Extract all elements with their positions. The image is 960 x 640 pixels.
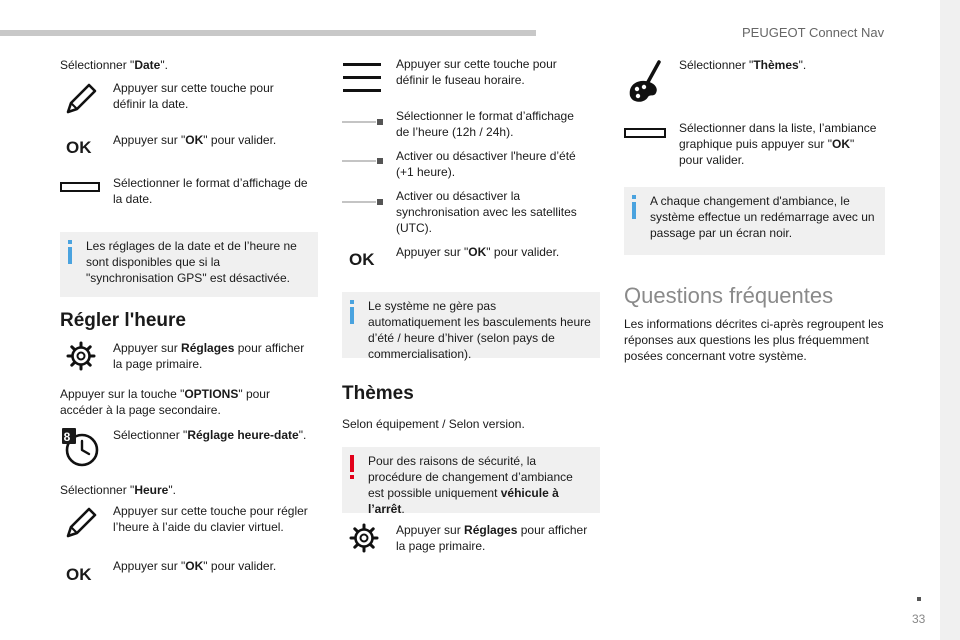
bold-text: Réglages (464, 523, 518, 537)
toggle-line-icon (342, 157, 384, 165)
text: Appuyer sur la touche " (60, 387, 185, 401)
step-select-date (60, 57, 310, 73)
bold-text: OK (185, 559, 204, 573)
step-set-time: Appuyer sur cette touche pour régler l’heure à l’aide du clavier virtuel. (113, 504, 308, 534)
text: ". (168, 483, 176, 497)
footer-bullet (917, 597, 921, 601)
text: Appuyer sur " (113, 559, 186, 573)
faq-intro: Les informations décrites ci-après regroupent les réponses aux questions les plus fréquemment posées concernant votre système. (624, 317, 884, 363)
text: Sélectionner " (60, 58, 135, 72)
toggle-line-icon (342, 118, 384, 126)
bold-text: Heure (134, 483, 169, 497)
step-press-settings (396, 522, 596, 554)
equipment-note: Selon équipement / Selon version. (342, 417, 525, 431)
section-heading-themes: Thèmes (342, 383, 414, 404)
step-time-format: Sélectionner le format d’affichage de l’heure (12h / 24h). (396, 109, 574, 139)
gear-icon (66, 341, 96, 371)
text: pour afficher la page primaire. (113, 341, 305, 371)
step-set-date: Appuyer sur cette touche pour définir la date. (113, 81, 274, 111)
bold-text: OPTIONS (184, 387, 239, 401)
menu-icon (343, 62, 381, 94)
note-text: A chaque changement d'ambiance, le système effectue un redémarrage avec un passage par un écran noir. (650, 194, 875, 240)
text: Sélectionner dans la liste, l’ambiance graphique puis appuyer sur " (679, 121, 877, 151)
document-header-title: PEUGEOT Connect Nav (742, 25, 885, 40)
text: Appuyer sur " (396, 245, 469, 259)
top-progress-bar (0, 30, 536, 36)
text: Appuyer sur (113, 341, 182, 355)
text: " pour valider. (203, 133, 277, 147)
bold-text: OK (185, 133, 204, 147)
info-icon (632, 195, 636, 219)
step-dst: Activer ou désactiver l'heure d’été (+1 heure). (396, 149, 576, 179)
step-press-ok-2 (113, 558, 308, 574)
step-time-setting (113, 427, 318, 443)
bold-text: OK (468, 245, 487, 259)
text: ". (160, 58, 168, 72)
step-select-time (60, 482, 310, 498)
text: Sélectionner " (679, 58, 754, 72)
ok-icon: OK (66, 565, 92, 584)
badge-number: 8 (63, 430, 71, 444)
text: " pour accéder à la page secondaire. (60, 387, 270, 417)
note-text: Le système ne gère pas automatiquement les basculements heure d’été / heure d’hiver (selon pays de commercialisation). (368, 299, 591, 361)
section-heading-faq: Questions fréquentes (624, 283, 834, 308)
step-press-ok (113, 132, 308, 148)
section-heading-time: Régler l'heure (60, 310, 186, 331)
text: " pour valider. (203, 559, 277, 573)
text: ". (298, 428, 307, 442)
step-sync: Activer ou désactiver la synchronisation avec les satellites (UTC). (396, 189, 577, 235)
gear-icon (349, 523, 379, 553)
text: Appuyer sur " (113, 133, 186, 147)
ok-icon: OK (349, 250, 375, 269)
page-edge-strip (940, 0, 960, 640)
step-select-list (679, 120, 879, 168)
step-date-format: Sélectionner le format d’affichage de la date. (113, 176, 308, 206)
step-press-options (60, 386, 310, 418)
step-press-settings (113, 340, 313, 372)
pencil-icon (62, 506, 98, 542)
bold-text: Date (134, 58, 161, 72)
step-press-ok (396, 244, 591, 260)
text: Appuyer sur (396, 523, 465, 537)
bold-text: OK (832, 137, 851, 151)
note-text: Les réglages de la date et de l’heure ne sont disponibles que si la "synchronisation GPS" est désactivée. (86, 239, 297, 285)
bold-text: Réglages (181, 341, 235, 355)
bold-text: Thèmes (753, 58, 799, 72)
ok-icon: OK (66, 138, 92, 157)
toggle-line-icon (342, 198, 384, 206)
note-text: Pour des raisons de sécurité, la procédure de changement d’ambiance est possible uniquement (368, 454, 573, 500)
bold-text: Réglage heure-date (187, 428, 299, 442)
info-icon (350, 300, 354, 324)
info-note-dst (342, 292, 600, 361)
warning-icon (350, 455, 354, 479)
text: ". (798, 58, 807, 72)
palette-brush-icon (626, 60, 666, 104)
warning-note (342, 447, 600, 516)
text: " pour valider. (679, 137, 855, 167)
pencil-icon (62, 82, 98, 118)
info-icon (68, 240, 72, 264)
info-note-date (60, 232, 318, 297)
text: Sélectionner " (60, 483, 135, 497)
info-note-ambiance (624, 187, 885, 255)
text: Sélectionner " (113, 428, 188, 442)
text: . (401, 502, 405, 516)
step-timezone: Appuyer sur cette touche pour définir le fuseau horaire. (396, 57, 557, 87)
text: " pour valider. (486, 245, 560, 259)
page-number: 33 (912, 612, 926, 626)
list-field-icon (60, 182, 100, 192)
text: pour afficher la page primaire. (396, 523, 588, 553)
bold-text: véhicule à l’arrêt (368, 486, 559, 516)
step-select-themes (679, 57, 879, 73)
list-field-icon (624, 128, 666, 138)
